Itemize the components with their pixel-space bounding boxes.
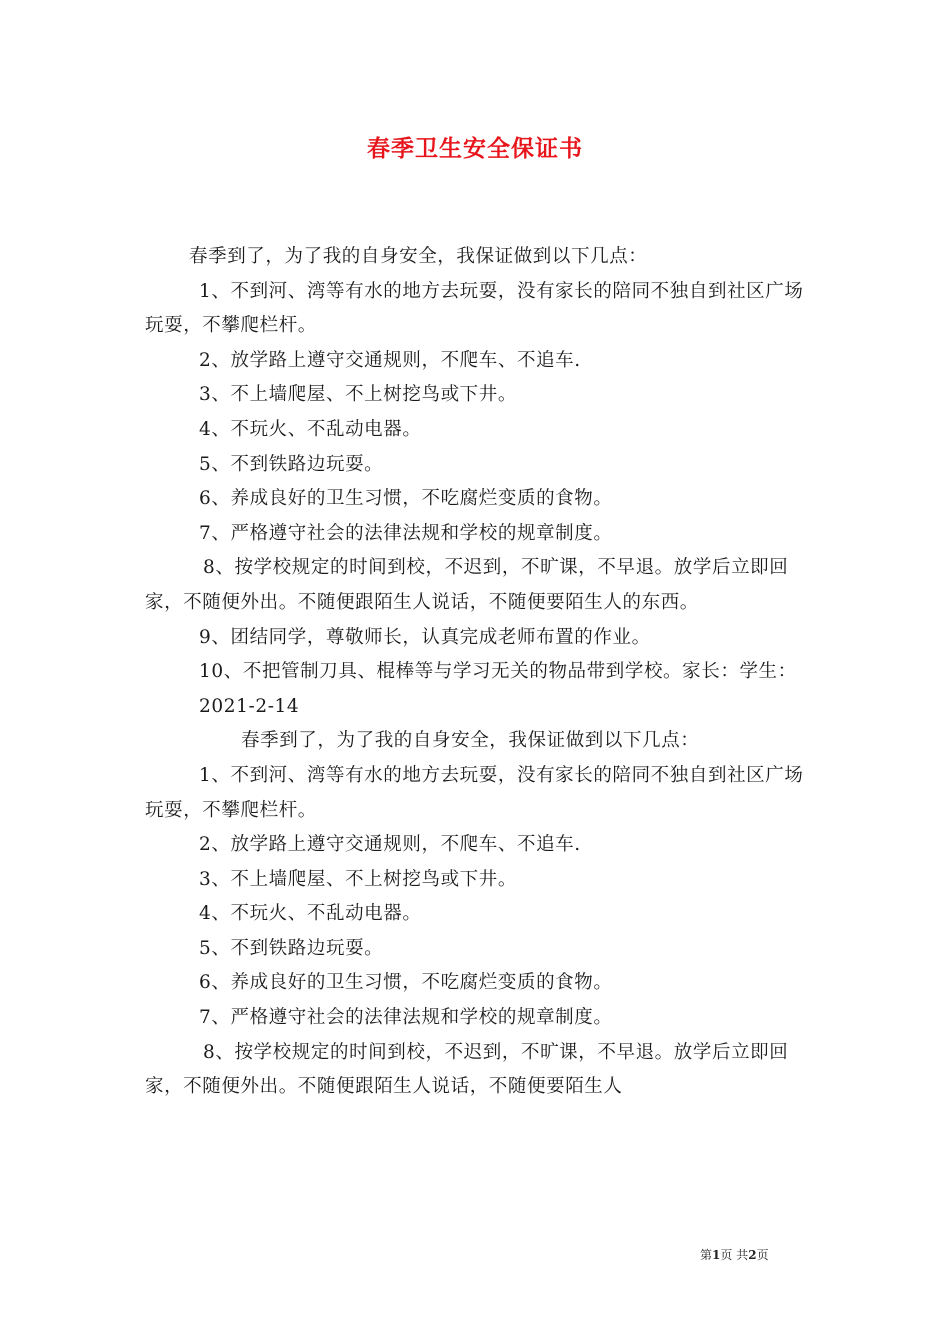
paragraph: 8、按学校规定的时间到校，不迟到，不旷课，不早退。放学后立即回家，不随便外出。不随便跟陌生人说话，不随便要陌生人的东西。 (145, 557, 789, 613)
footer-prefix: 第 (700, 1248, 713, 1262)
paragraph: 3、不上墙爬屋、不上树挖鸟或下井。 (199, 868, 517, 890)
paragraph: 10、不把管制刀具、棍棒等与学习无关的物品带到学校。家长：学生： (199, 661, 797, 683)
paragraph: 5、不到铁路边玩耍。 (199, 453, 384, 475)
paragraph: 1、不到河、湾等有水的地方去玩耍，没有家长的陪同不独自到社区广场玩耍，不攀爬栏杆。 (145, 764, 804, 821)
paragraph: 4、不玩火、不乱动电器。 (199, 903, 422, 925)
paragraph: 8、按学校规定的时间到校，不迟到，不旷课，不早退。放学后立即回家，不随便外出。不随便跟陌生人说话，不随便要陌生人 (145, 1041, 789, 1098)
paragraph: 4、不玩火、不乱动电器。 (199, 418, 422, 440)
page-footer (700, 1247, 820, 1263)
paragraph: 春季到了，为了我的自身安全，我保证做到以下几点： (189, 246, 648, 267)
paragraph: 9、团结同学，尊敬师长，认真完成老师布置的作业。 (199, 626, 651, 648)
paragraph: 3、不上墙爬屋、不上树挖鸟或下井。 (199, 384, 517, 406)
footer-total-pages: 2 (748, 1248, 757, 1262)
document-title: 春季卫生安全保证书 (367, 135, 583, 162)
footer-middle: 页 共 (720, 1248, 749, 1262)
paragraph: 春季到了，为了我的自身安全，我保证做到以下几点： (241, 730, 700, 752)
paragraph: 2、放学路上遵守交通规则，不爬车、不追车. (199, 834, 581, 856)
paragraph: 7、严格遵守社会的法律法规和学校的规章制度。 (199, 1007, 613, 1029)
paragraph: 5、不到铁路边玩耍。 (199, 937, 384, 959)
date-line: 2021-2-14 (199, 695, 300, 717)
paragraph: 7、严格遵守社会的法律法规和学校的规章制度。 (199, 522, 613, 544)
footer-suffix: 页 (756, 1248, 769, 1262)
paragraph: 2、放学路上遵守交通规则，不爬车、不追车. (199, 349, 581, 371)
paragraph: 1、不到河、湾等有水的地方去玩耍，没有家长的陪同不独自到社区广场玩耍，不攀爬栏杆。 (145, 280, 804, 337)
paragraph: 6、养成良好的卫生习惯，不吃腐烂变质的食物。 (199, 488, 613, 510)
paragraph: 6、养成良好的卫生习惯，不吃腐烂变质的食物。 (199, 972, 613, 994)
footer-current-page: 1 (712, 1248, 721, 1262)
document-body (145, 240, 815, 1105)
